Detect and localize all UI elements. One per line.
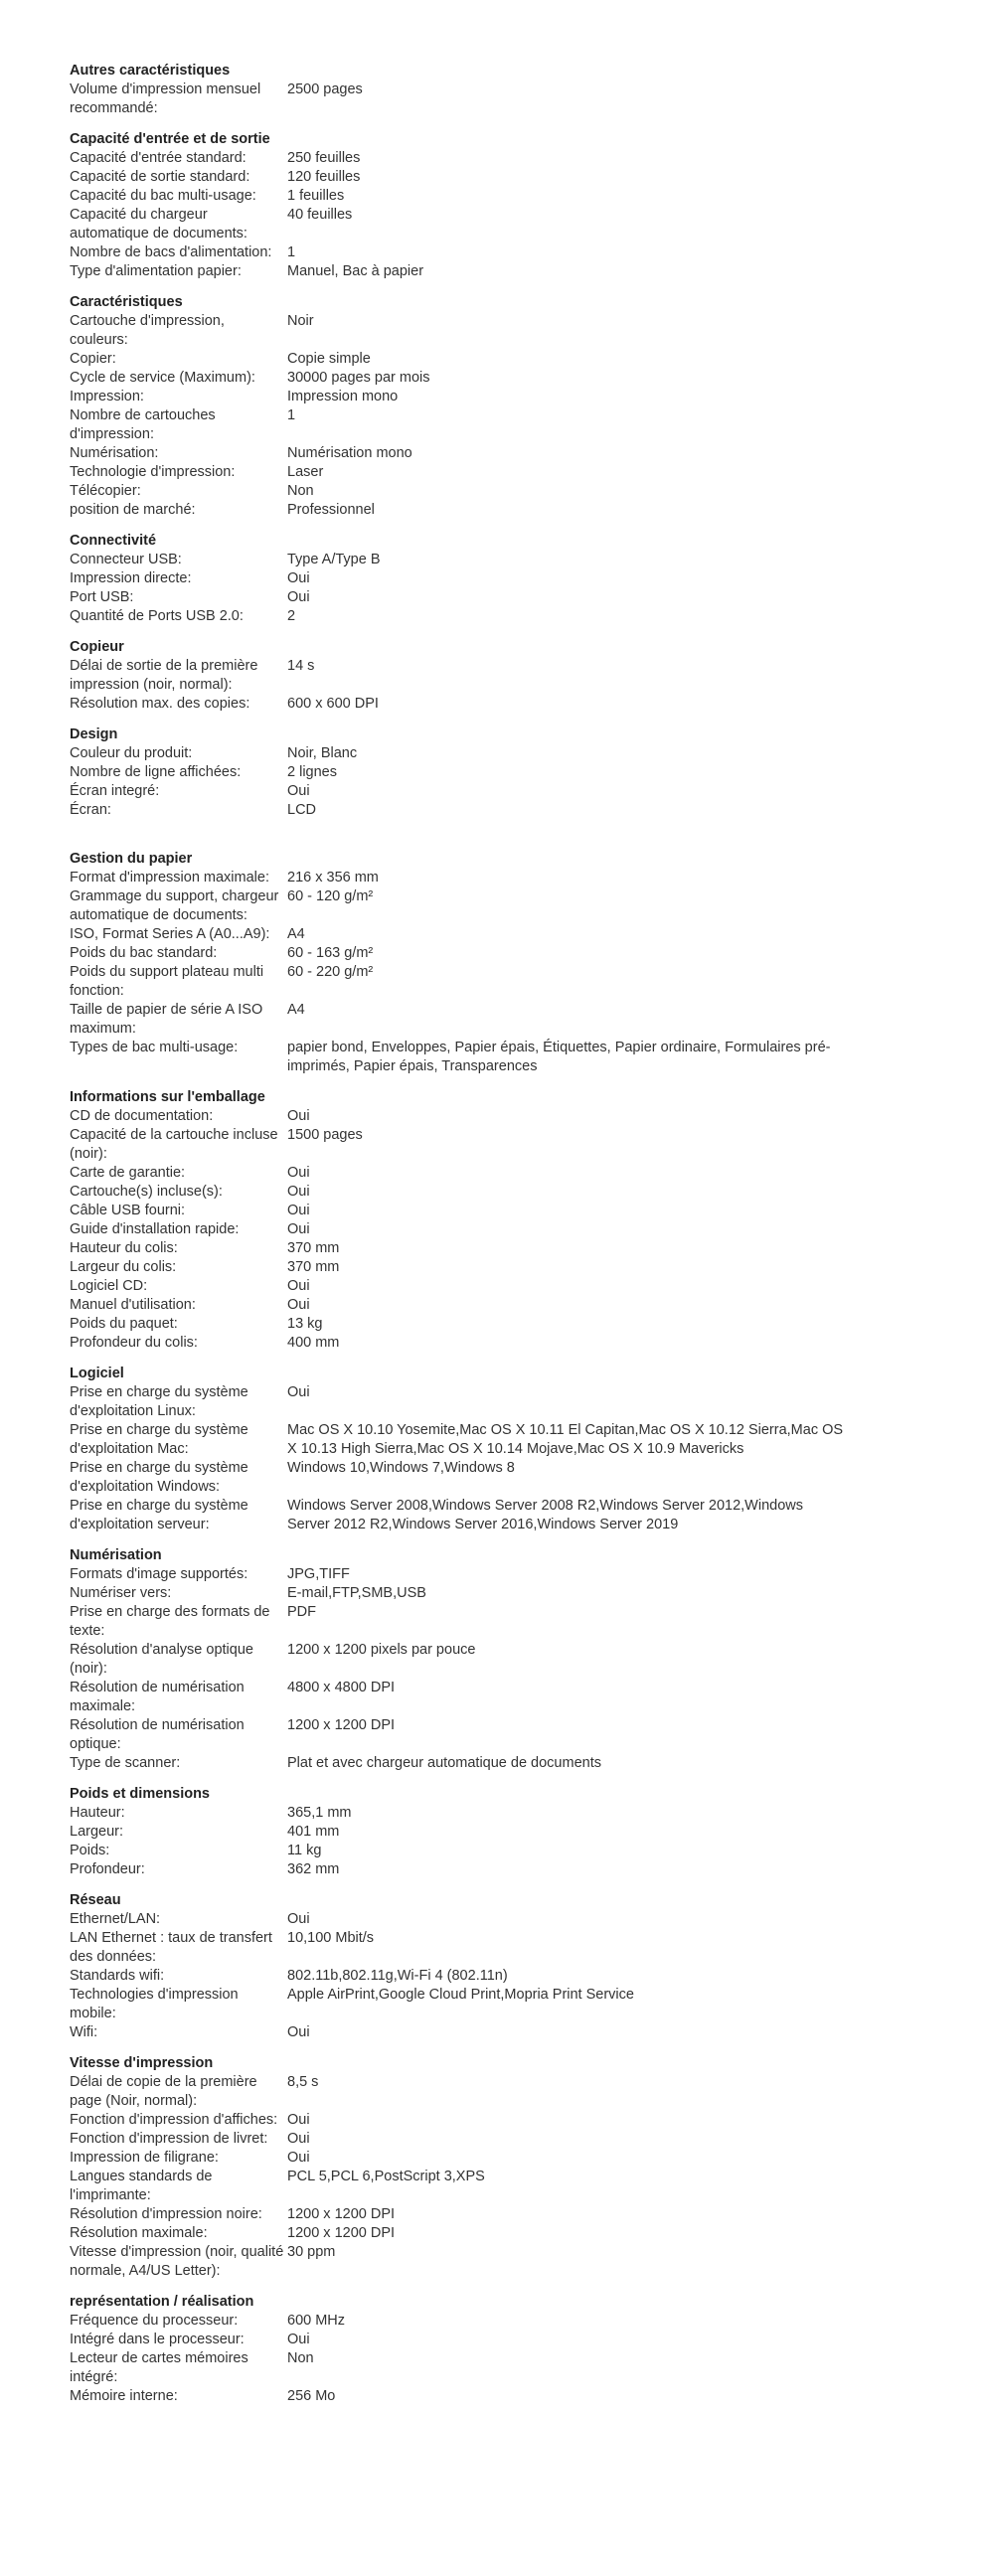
spec-label: Guide d'installation rapide: xyxy=(70,1221,240,1237)
spec-value: Numérisation mono xyxy=(287,445,412,461)
spec-value: 600 x 600 DPI xyxy=(287,696,379,712)
spec-row xyxy=(70,1910,845,1929)
spec-value: Oui xyxy=(287,1184,310,1200)
spec-value: Professionnel xyxy=(287,502,375,518)
spec-section xyxy=(70,293,845,520)
spec-label: Carte de garantie: xyxy=(70,1165,186,1181)
spec-value: Windows 10,Windows 7,Windows 8 xyxy=(287,1460,515,1476)
spec-value: PCL 5,PCL 6,PostScript 3,XPS xyxy=(287,2169,485,2184)
spec-label: Couleur du produit: xyxy=(70,745,193,761)
spec-value: LCD xyxy=(287,802,317,818)
spec-label: Largeur: xyxy=(70,1824,124,1840)
spec-row xyxy=(70,1239,845,1258)
spec-label: Capacité de la cartouche incluse (noir): xyxy=(70,1127,278,1162)
spec-sheet xyxy=(70,62,845,2406)
spec-row xyxy=(70,1164,845,1183)
spec-value: 370 mm xyxy=(287,1240,340,1256)
spec-section xyxy=(70,2054,845,2281)
spec-label: Capacité du chargeur automatique de documents: xyxy=(70,207,247,242)
spec-value: 60 - 220 g/m² xyxy=(287,964,374,980)
section-title: Autres caractéristiques xyxy=(70,63,231,79)
spec-label: Résolution de numérisation optique: xyxy=(70,1717,245,1752)
spec-row xyxy=(70,463,845,482)
spec-value: 30000 pages par mois xyxy=(287,370,430,386)
spec-label: Résolution d'impression noire: xyxy=(70,2206,262,2222)
spec-row xyxy=(70,801,845,820)
spec-row xyxy=(70,2331,845,2349)
spec-label: Résolution maximale: xyxy=(70,2225,208,2241)
spec-section xyxy=(70,1785,845,1879)
section-title: Poids et dimensions xyxy=(70,1786,210,1802)
spec-section xyxy=(70,1088,845,1353)
spec-row xyxy=(70,607,845,626)
spec-label: Technologie d'impression: xyxy=(70,464,236,480)
spec-label: Port USB: xyxy=(70,589,134,605)
spec-row xyxy=(70,444,845,463)
spec-label: Fonction d'impression de livret: xyxy=(70,2131,268,2147)
spec-value: 1200 x 1200 pixels par pouce xyxy=(287,1642,476,1658)
spec-value: 1200 x 1200 DPI xyxy=(287,1717,396,1733)
spec-row xyxy=(70,2149,845,2168)
spec-label: Types de bac multi-usage: xyxy=(70,1040,239,1055)
spec-label: Capacité d'entrée standard: xyxy=(70,150,246,166)
spec-row xyxy=(70,406,845,444)
spec-row xyxy=(70,1860,845,1879)
spec-row xyxy=(70,1220,845,1239)
spec-row xyxy=(70,2023,845,2042)
spec-section xyxy=(70,638,845,714)
spec-label: Résolution de numérisation maximale: xyxy=(70,1680,245,1714)
spec-row xyxy=(70,963,845,1001)
spec-value: 2 lignes xyxy=(287,764,337,780)
spec-section xyxy=(70,2293,845,2406)
spec-value: 11 kg xyxy=(287,1843,322,1858)
spec-row xyxy=(70,2111,845,2130)
spec-label: Fonction d'impression d'affiches: xyxy=(70,2112,278,2128)
spec-label: Impression de filigrane: xyxy=(70,2150,219,2166)
spec-row xyxy=(70,1804,845,1823)
spec-label: Manuel d'utilisation: xyxy=(70,1297,196,1313)
section-title: Copieur xyxy=(70,639,124,655)
spec-value: Oui xyxy=(287,783,310,799)
spec-row xyxy=(70,168,845,187)
spec-value: Impression mono xyxy=(287,389,399,404)
spec-label: Volume d'impression mensuel recommandé: xyxy=(70,81,261,116)
section-title: Réseau xyxy=(70,1892,121,1908)
section-title: Logiciel xyxy=(70,1366,124,1381)
spec-label: Nombre de cartouches d'impression: xyxy=(70,407,216,442)
section-title: Design xyxy=(70,726,118,742)
spec-label: Résolution max. des copies: xyxy=(70,696,250,712)
spec-row xyxy=(70,1315,845,1334)
spec-value: 40 feuilles xyxy=(287,207,353,223)
spec-value: 256 Mo xyxy=(287,2388,336,2404)
spec-label: Type de scanner: xyxy=(70,1755,181,1771)
spec-label: Format d'impression maximale: xyxy=(70,870,269,886)
spec-value: 1 xyxy=(287,244,296,260)
spec-value: 30 ppm xyxy=(287,2244,336,2260)
spec-value: 370 mm xyxy=(287,1259,340,1275)
spec-value: 14 s xyxy=(287,658,315,674)
spec-label: Taille de papier de série A ISO maximum: xyxy=(70,1002,263,1037)
spec-section xyxy=(70,130,845,281)
spec-value: Oui xyxy=(287,2131,310,2147)
section-title: Vitesse d'impression xyxy=(70,2055,214,2071)
spec-row xyxy=(70,1584,845,1603)
spec-row xyxy=(70,262,845,281)
spec-label: Impression: xyxy=(70,389,144,404)
spec-value: Apple AirPrint,Google Cloud Print,Mopria Print Service xyxy=(287,1987,634,2003)
section-title: Connectivité xyxy=(70,533,157,549)
spec-row xyxy=(70,1202,845,1220)
spec-label: Numériser vers: xyxy=(70,1585,172,1601)
spec-label: Cartouche(s) incluse(s): xyxy=(70,1184,223,1200)
spec-row xyxy=(70,1039,845,1076)
spec-label: CD de documentation: xyxy=(70,1108,214,1124)
spec-value: 1200 x 1200 DPI xyxy=(287,2225,396,2241)
spec-value: 400 mm xyxy=(287,1335,340,1351)
spec-value: 120 feuilles xyxy=(287,169,361,185)
spec-row xyxy=(70,149,845,168)
spec-value: 1 feuilles xyxy=(287,188,345,204)
spec-label: Cartouche d'impression, couleurs: xyxy=(70,313,225,348)
spec-value: papier bond, Enveloppes, Papier épais, Étiquettes, Papier ordinaire, Formulaires pré-imprimés, Papier épais, Transparences xyxy=(287,1040,831,1074)
spec-row xyxy=(70,243,845,262)
spec-label: Lecteur de cartes mémoires intégré: xyxy=(70,2350,248,2385)
spec-value: 401 mm xyxy=(287,1824,340,1840)
spec-row xyxy=(70,695,845,714)
spec-row xyxy=(70,206,845,243)
spec-row xyxy=(70,1754,845,1773)
spec-label: Délai de copie de la première page (Noir, normal): xyxy=(70,2074,257,2109)
spec-label: Prise en charge du système d'exploitation Windows: xyxy=(70,1460,248,1495)
spec-label: Nombre de bacs d'alimentation: xyxy=(70,244,272,260)
spec-value: Oui xyxy=(287,589,310,605)
spec-value: 8,5 s xyxy=(287,2074,319,2090)
spec-label: Standards wifi: xyxy=(70,1968,165,1984)
spec-value: Oui xyxy=(287,1108,310,1124)
spec-value: Oui xyxy=(287,1221,310,1237)
spec-value: Oui xyxy=(287,1278,310,1294)
spec-value: Oui xyxy=(287,2150,310,2166)
spec-value: Oui xyxy=(287,570,310,586)
spec-row xyxy=(70,782,845,801)
spec-row xyxy=(70,1716,845,1754)
spec-label: Résolution d'analyse optique (noir): xyxy=(70,1642,253,1677)
spec-label: Intégré dans le processeur: xyxy=(70,2332,245,2347)
spec-label: Quantité de Ports USB 2.0: xyxy=(70,608,244,624)
spec-value: A4 xyxy=(287,926,305,942)
spec-value: 1500 pages xyxy=(287,1127,363,1143)
spec-row xyxy=(70,350,845,369)
spec-label: Poids du bac standard: xyxy=(70,945,218,961)
spec-row xyxy=(70,2130,845,2149)
spec-value: Oui xyxy=(287,1165,310,1181)
spec-label: ISO, Format Series A (A0...A9): xyxy=(70,926,270,942)
spec-label: Prise en charge du système d'exploitation Linux: xyxy=(70,1384,248,1419)
spec-label: Ethernet/LAN: xyxy=(70,1911,161,1927)
spec-section xyxy=(70,725,845,820)
spec-row xyxy=(70,925,845,944)
spec-label: Wifi: xyxy=(70,2024,98,2040)
spec-label: Poids: xyxy=(70,1843,110,1858)
spec-row xyxy=(70,2168,845,2205)
spec-label: Prise en charge des formats de texte: xyxy=(70,1604,270,1639)
spec-value: Noir xyxy=(287,313,314,329)
spec-label: Poids du support plateau multi fonction: xyxy=(70,964,264,999)
spec-row xyxy=(70,80,845,118)
spec-row xyxy=(70,1001,845,1039)
spec-row xyxy=(70,482,845,501)
spec-label: Capacité du bac multi-usage: xyxy=(70,188,256,204)
spec-label: Type d'alimentation papier: xyxy=(70,263,242,279)
spec-value: Copie simple xyxy=(287,351,371,367)
spec-row xyxy=(70,501,845,520)
spec-value: 60 - 163 g/m² xyxy=(287,945,374,961)
spec-value: 2 xyxy=(287,608,296,624)
spec-row xyxy=(70,1679,845,1716)
spec-row xyxy=(70,1986,845,2023)
spec-label: Délai de sortie de la première impression (noir, normal): xyxy=(70,658,258,693)
spec-row xyxy=(70,2073,845,2111)
spec-value: Non xyxy=(287,483,314,499)
spec-value: 362 mm xyxy=(287,1861,340,1877)
spec-row xyxy=(70,2205,845,2224)
spec-value: E-mail,FTP,SMB,USB xyxy=(287,1585,426,1601)
spec-value: 10,100 Mbit/s xyxy=(287,1930,375,1946)
spec-section xyxy=(70,62,845,118)
spec-value: Laser xyxy=(287,464,324,480)
spec-value: 600 MHz xyxy=(287,2313,346,2329)
section-title: Capacité d'entrée et de sortie xyxy=(70,131,270,147)
spec-row xyxy=(70,1641,845,1679)
spec-label: Cycle de service (Maximum): xyxy=(70,370,255,386)
spec-value: JPG,TIFF xyxy=(287,1566,350,1582)
spec-value: 60 - 120 g/m² xyxy=(287,888,374,904)
spec-label: Poids du paquet: xyxy=(70,1316,178,1332)
spec-label: Écran integré: xyxy=(70,783,160,799)
spec-row xyxy=(70,2387,845,2406)
spec-value: Manuel, Bac à papier xyxy=(287,263,424,279)
spec-value: Windows Server 2008,Windows Server 2008 R2,Windows Server 2012,Windows Server 2012 R2,Windows Server 2016,Windows Server 2019 xyxy=(287,1498,803,1532)
spec-label: Hauteur: xyxy=(70,1805,125,1821)
spec-label: Nombre de ligne affichées: xyxy=(70,764,242,780)
spec-row xyxy=(70,1383,845,1421)
spec-section xyxy=(70,1365,845,1534)
spec-label: Câble USB fourni: xyxy=(70,1203,186,1218)
spec-row xyxy=(70,1421,845,1459)
spec-value: 2500 pages xyxy=(287,81,363,97)
spec-label: Mémoire interne: xyxy=(70,2388,178,2404)
spec-value: 13 kg xyxy=(287,1316,323,1332)
spec-value: 4800 x 4800 DPI xyxy=(287,1680,396,1695)
spec-row xyxy=(70,1296,845,1315)
spec-section xyxy=(70,1891,845,2042)
spec-value: Noir, Blanc xyxy=(287,745,358,761)
spec-row xyxy=(70,1107,845,1126)
spec-row xyxy=(70,869,845,887)
spec-label: Capacité de sortie standard: xyxy=(70,169,250,185)
spec-row xyxy=(70,887,845,925)
spec-label: Technologies d'impression mobile: xyxy=(70,1987,239,2021)
spec-value: Oui xyxy=(287,2024,310,2040)
spec-section xyxy=(70,1546,845,1773)
spec-value: 802.11b,802.11g,Wi-Fi 4 (802.11n) xyxy=(287,1968,508,1984)
spec-row xyxy=(70,1126,845,1164)
spec-row xyxy=(70,1277,845,1296)
spec-value: Plat et avec chargeur automatique de documents xyxy=(287,1755,601,1771)
spec-label: Logiciel CD: xyxy=(70,1278,148,1294)
spec-row xyxy=(70,944,845,963)
spec-label: Télécopier: xyxy=(70,483,141,499)
spec-value: Non xyxy=(287,2350,314,2366)
section-title: Gestion du papier xyxy=(70,851,193,867)
spec-label: Fréquence du processeur: xyxy=(70,2313,239,2329)
spec-label: Profondeur: xyxy=(70,1861,145,1877)
spec-label: Grammage du support, chargeur automatique de documents: xyxy=(70,888,279,923)
spec-section xyxy=(70,532,845,626)
spec-label: position de marché: xyxy=(70,502,196,518)
spec-row xyxy=(70,551,845,569)
section-title: Caractéristiques xyxy=(70,294,183,310)
spec-row xyxy=(70,1497,845,1534)
spec-row xyxy=(70,1258,845,1277)
spec-row xyxy=(70,657,845,695)
spec-value: PDF xyxy=(287,1604,316,1620)
spec-value: Oui xyxy=(287,1297,310,1313)
spec-row xyxy=(70,1929,845,1967)
spec-value: 1200 x 1200 DPI xyxy=(287,2206,396,2222)
spec-value: 365,1 mm xyxy=(287,1805,352,1821)
spec-label: Écran: xyxy=(70,802,111,818)
spec-label: Impression directe: xyxy=(70,570,192,586)
spec-value: 1 xyxy=(287,407,296,423)
spec-row xyxy=(70,388,845,406)
spec-row xyxy=(70,1603,845,1641)
spec-value: Oui xyxy=(287,1384,310,1400)
spec-row xyxy=(70,369,845,388)
spec-value: A4 xyxy=(287,1002,305,1018)
spec-label: Largeur du colis: xyxy=(70,1259,177,1275)
spec-label: Profondeur du colis: xyxy=(70,1335,198,1351)
spec-row xyxy=(70,588,845,607)
section-title: Informations sur l'emballage xyxy=(70,1089,265,1105)
spec-row xyxy=(70,1967,845,1986)
spec-row xyxy=(70,2243,845,2281)
spec-row xyxy=(70,312,845,350)
spec-row xyxy=(70,187,845,206)
spec-label: Formats d'image supportés: xyxy=(70,1566,248,1582)
section-title: Numérisation xyxy=(70,1547,162,1563)
spec-label: Connecteur USB: xyxy=(70,552,182,567)
spec-row xyxy=(70,2224,845,2243)
spec-value: Oui xyxy=(287,2332,310,2347)
spec-row xyxy=(70,1842,845,1860)
spec-label: LAN Ethernet : taux de transfert des données: xyxy=(70,1930,272,1965)
spec-row xyxy=(70,1183,845,1202)
spec-value: 216 x 356 mm xyxy=(287,870,379,886)
spec-label: Langues standards de l'imprimante: xyxy=(70,2169,213,2203)
spec-label: Numérisation: xyxy=(70,445,159,461)
spec-label: Vitesse d'impression (noir, qualité normale, A4/US Letter): xyxy=(70,2244,284,2279)
spec-value: Oui xyxy=(287,1911,310,1927)
spec-label: Prise en charge du système d'exploitation Mac: xyxy=(70,1422,248,1457)
spec-value: Mac OS X 10.10 Yosemite,Mac OS X 10.11 El Capitan,Mac OS X 10.12 Sierra,Mac OS X 10.13 High Sierra,Mac OS X 10.14 Mojave,Mac OS X 10.9 Mavericks xyxy=(287,1422,844,1457)
spec-row xyxy=(70,569,845,588)
spec-row xyxy=(70,1334,845,1353)
section-title: représentation / réalisation xyxy=(70,2294,254,2310)
spec-value: 250 feuilles xyxy=(287,150,361,166)
spec-row xyxy=(70,1565,845,1584)
spec-label: Hauteur du colis: xyxy=(70,1240,178,1256)
spec-row xyxy=(70,2349,845,2387)
spec-row xyxy=(70,763,845,782)
spec-value: Oui xyxy=(287,1203,310,1218)
spec-section xyxy=(70,850,845,1076)
spec-row xyxy=(70,1823,845,1842)
spec-label: Prise en charge du système d'exploitation serveur: xyxy=(70,1498,248,1532)
spec-value: Type A/Type B xyxy=(287,552,381,567)
spec-value: Oui xyxy=(287,2112,310,2128)
spec-row xyxy=(70,2312,845,2331)
spec-row xyxy=(70,1459,845,1497)
spec-label: Copier: xyxy=(70,351,116,367)
spec-row xyxy=(70,744,845,763)
